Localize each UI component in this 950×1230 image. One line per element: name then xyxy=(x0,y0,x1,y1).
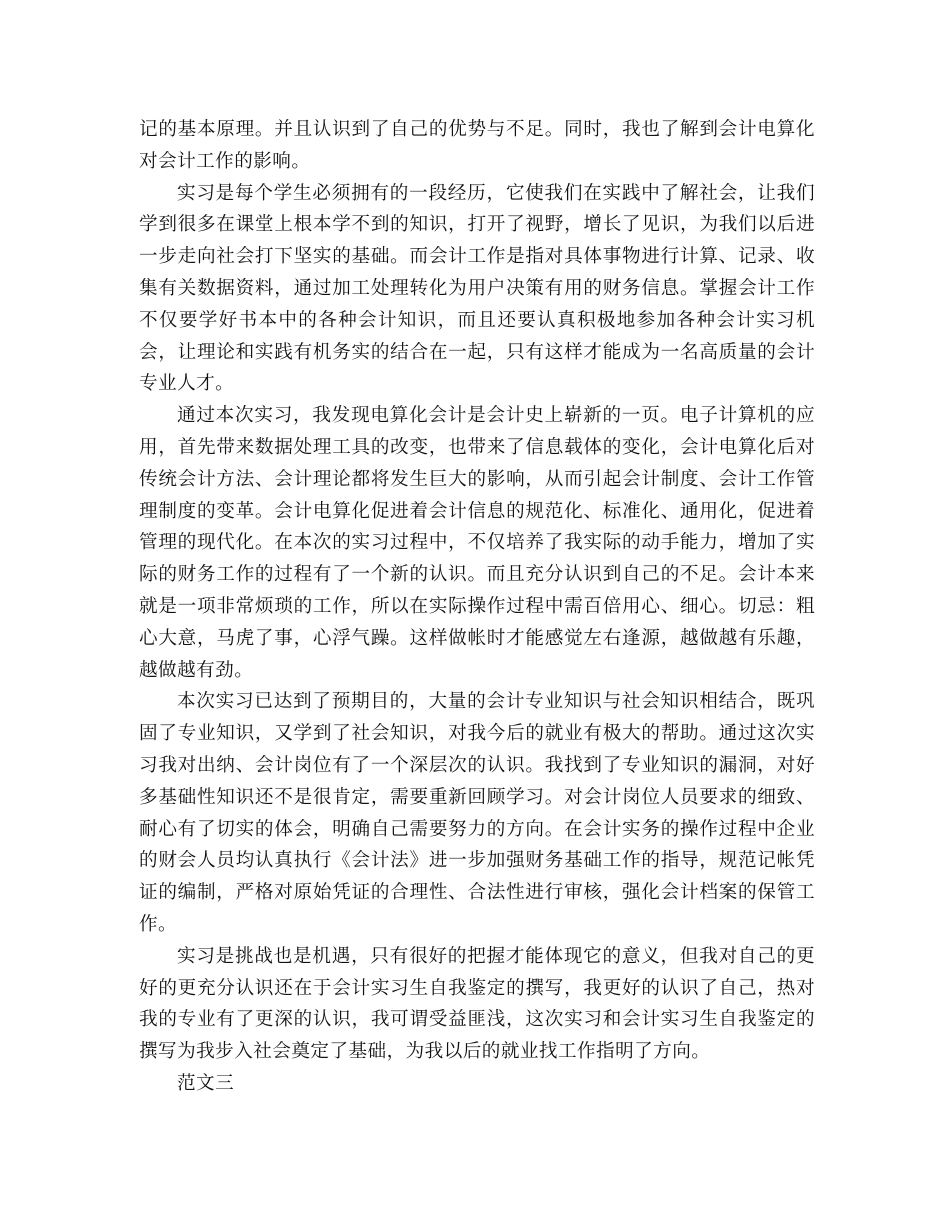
paragraph-internship-results: 本次实习已达到了预期目的，大量的会计专业知识与社会知识相结合，既巩固了专业知识，又学到了社会知识，对我今后的就业有极大的帮助。通过这次实习我对出纳、会计岗位有了一个深层次的认识。我找到了专业知识的漏洞，对好多基础性知识还不是很肯定，需要重新回顾学习。对会计岗位人员要求的细致、耐心有了切实的体会，明确自己需要努力的方向。在会计实务的操作过程中企业的财会人员均认真执行《会计法》进一步加强财务基础工作的指导，规范记帐凭证的编制，严格对原始凭证的合理性、合法性进行审核，强化会计档案的保管工作。 xyxy=(139,691,815,935)
paragraph-internship-experience: 实习是每个学生必须拥有的一段经历，它使我们在实践中了解社会，让我们学到很多在课堂上根本学不到的知识，打开了视野，增长了见识，为我们以后进一步走向社会打下坚实的基础。而会计工作是指对具体事物进行计算、记录、收集有关数据资料，通过加工处理转化为用户决策有用的财务信息。掌握会计工作不仅要学好书本中的各种会计知识，而且还要认真积极地参加各种会计实习机会，让理论和实践有机务实的结合在一起，只有这样才能成为一名高质量的会计专业人才。 xyxy=(139,182,815,395)
section-heading-sample-three: 范文三 xyxy=(177,1072,235,1094)
paragraph-continuation: 记的基本原理。并且认识到了自己的优势与不足。同时，我也了解到会计电算化对会计工作的影响。 xyxy=(139,119,815,172)
paragraph-computerized-accounting: 通过本次实习，我发现电算化会计是会计史上崭新的一页。电子计算机的应用，首先带来数据处理工具的改变，也带来了信息载体的变化，会计电算化后对传统会计方法、会计理论都将发生巨大的影响，从而引起会计制度、会计工作管理制度的变革。会计电算化促进着会计信息的规范化、标准化、通用化，促进着管理的现代化。在本次的实习过程中，不仅培养了我实际的动手能力，增加了实际的财务工作的过程有了一个新的认识。而且充分认识到自己的不足。会计本来就是一项非常烦琐的工作，所以在实际操作过程中需百倍用心、细心。切忌：粗心大意，马虎了事，心浮气躁。这样做帐时才能感觉左右逢源，越做越有乐趣，越做越有劲。 xyxy=(139,405,815,681)
paragraph-challenge-opportunity: 实习是挑战也是机遇，只有很好的把握才能体现它的意义，但我对自己的更好的更充分认识还在于会计实习生自我鉴定的撰写，我更好的认识了自己，热对我的专业有了更深的认识，我可谓受益匪浅，这次实习和会计实习生自我鉴定的撰写为我步入社会奠定了基础，为我以后的就业找工作指明了方向。 xyxy=(139,945,815,1063)
document-page xyxy=(139,114,815,1100)
